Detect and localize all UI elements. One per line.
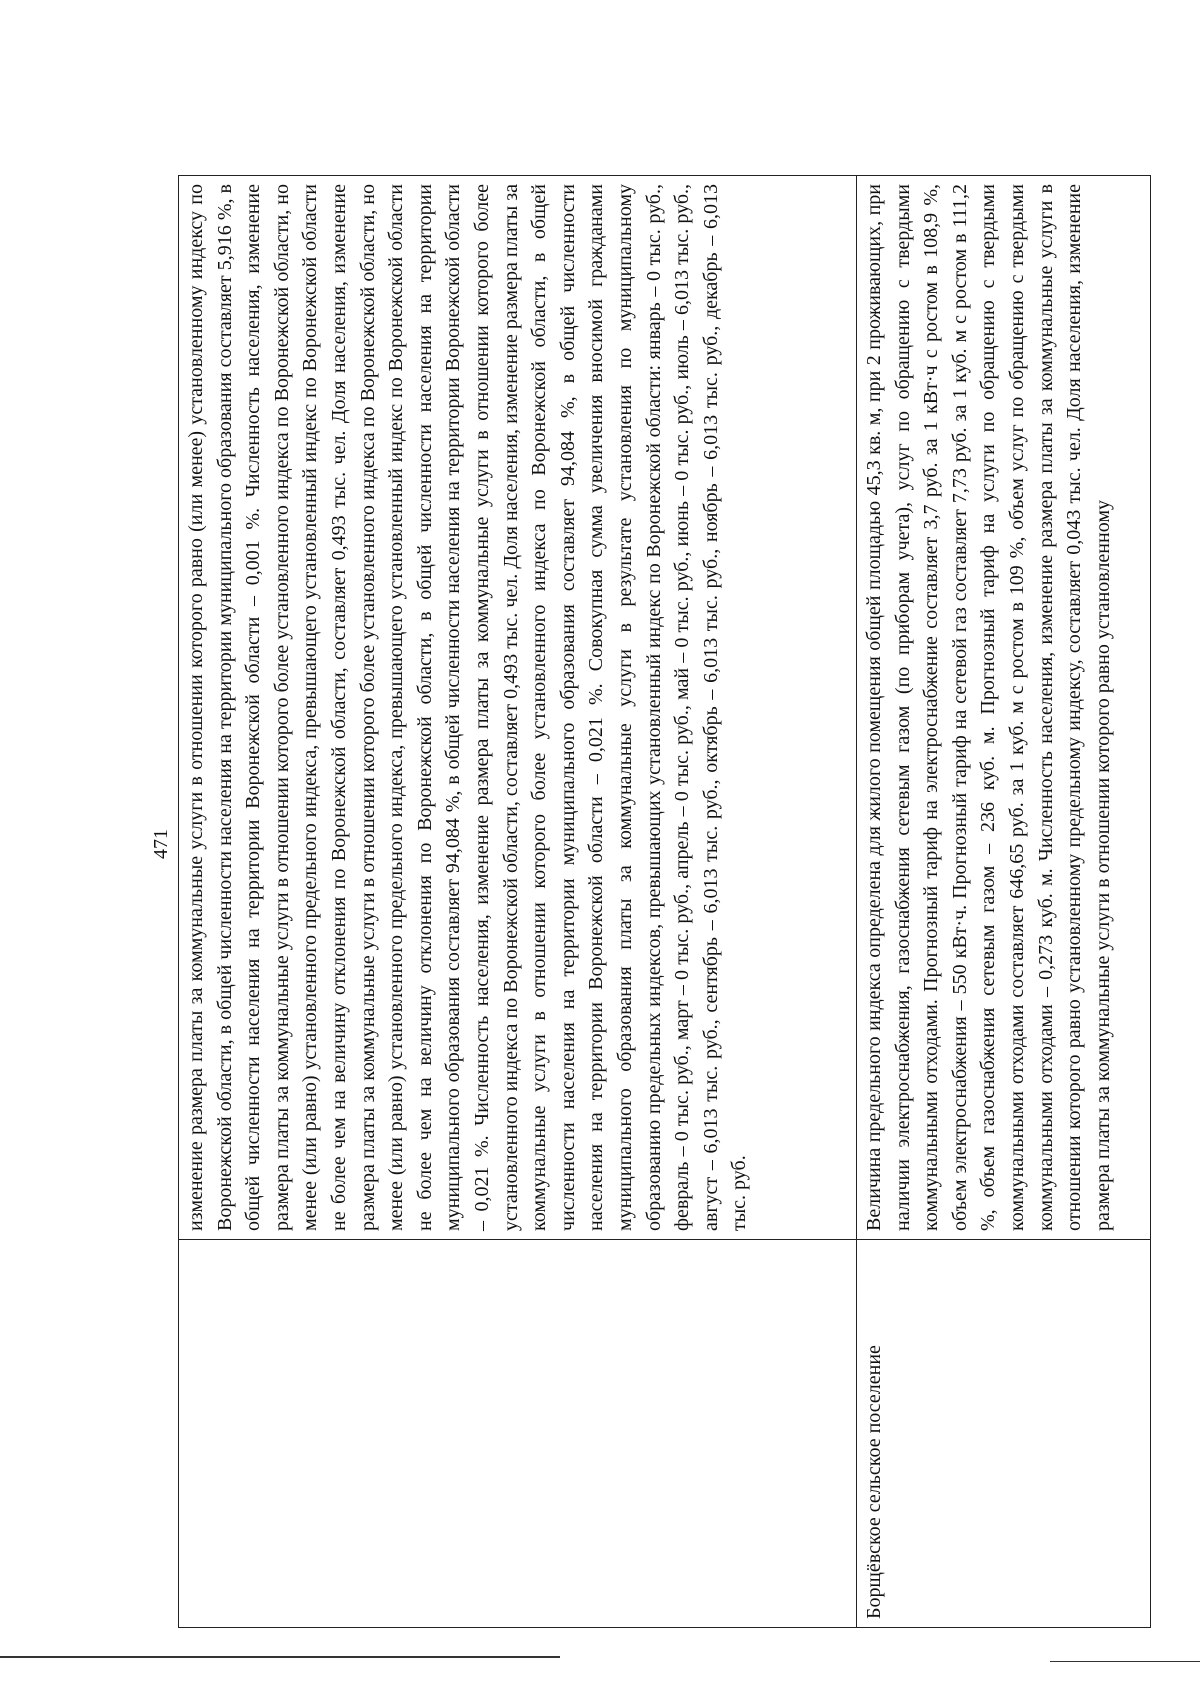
table-row [179,176,857,1628]
description-cell: изменение размера платы за коммунальные услуги в отношении которого равно (или менее) установленному индексу по Воронежской области, в общей численности населения на территории муниципального образования составляет 5,916 %, в общей численности населения на территории Воронежской области – 0,001 %. Численность населения, изменение размера платы за коммунальные услуги в отношении которого более установленного индекса по Воронежской области, но менее (или равно) установленного предельного индекса, превышающего установленный индекс по Воронежской области не более чем на величину отклонения по Воронежской области, составляет 0,493 тыс. чел. Доля населения, изменение размера платы за коммунальные услуги в отношении которого более установленного индекса по Воронежской области, но менее (или равно) установленного предельного индекса, превышающего установленный индекс по Воронежской области не более чем на величину отклонения по Воронежской области, в общей численности населения на территории муниципального образования составляет 94,084 %, в общей численности населения на территории Воронежской области – 0,021 %. Численность населения, изменение размера платы за коммунальные услуги в отношении которого более установленного индекса по Воронежской области, составляет 0,493 тыс. чел. Доля населения, изменение размера платы за коммунальные услуги в отношении которого более установленного индекса по Воронежской области, в общей численности населения на территории муниципального образования составляет 94,084 %, в общей численности населения на территории Воронежской области – 0,021 %. Совокупная сумма увеличения вносимой гражданами муниципального образования платы за коммунальные услуги в результате установления по муниципальному образованию предельных индексов, превышающих установленный индекс по Воронежской области: январь – 0 тыс. руб., февраль – 0 тыс. руб., март – 0 тыс. руб., апрель – 0 тыс. руб., май – 0 тыс. руб., июнь – 0 тыс. руб., июль – 6,013 тыс. руб., август – 6,013 тыс. руб., сентябрь – 6,013 тыс. руб., октябрь – 6,013 тыс. руб., ноябрь – 6,013 тыс. руб., декабрь – 6,013 тыс. руб. [179,176,857,1240]
scan-edge-line [1050,1661,1200,1662]
table-row [857,176,1151,1628]
page-number: 471 [150,829,172,859]
municipality-name-cell: Борщёвское сельское поселение [857,1240,1151,1628]
description-cell: Величина предельного индекса определена для жилого помещения общей площадью 45,3 кв. м, при 2 проживающих, при наличии электроснабжения, газоснабжения сетевым газом (по приборам учета), услуг по обращению с твердыми коммунальными отходами. Прогнозный тариф на электроснабжение составляет 3,7 руб. за 1 кВт·ч с ростом в 108,9 %, объем электроснабжения – 550 кВт·ч. Прогнозный тариф на сетевой газ составляет 7,73 руб. за 1 куб. м с ростом в 111,2 %, объем газоснабжения сетевым газом – 236 куб. м. Прогнозный тариф на услуги по обращению с твердыми коммунальными отходами составляет 646,65 руб. за 1 куб. м с ростом в 109 %, объем услуг по обращению с твердыми коммунальными отходами – 0,273 куб. м. Численность населения, изменение размера платы за коммунальные услуги в отношении которого равно установленному предельному индексу, составляет 0,043 тыс. чел. Доля населения, изменение размера платы за коммунальные услуги в отношении которого равно установленному [857,176,1151,1240]
municipality-name-cell [179,1240,857,1628]
scan-edge-line [0,1656,560,1658]
indices-table [178,175,1151,1628]
